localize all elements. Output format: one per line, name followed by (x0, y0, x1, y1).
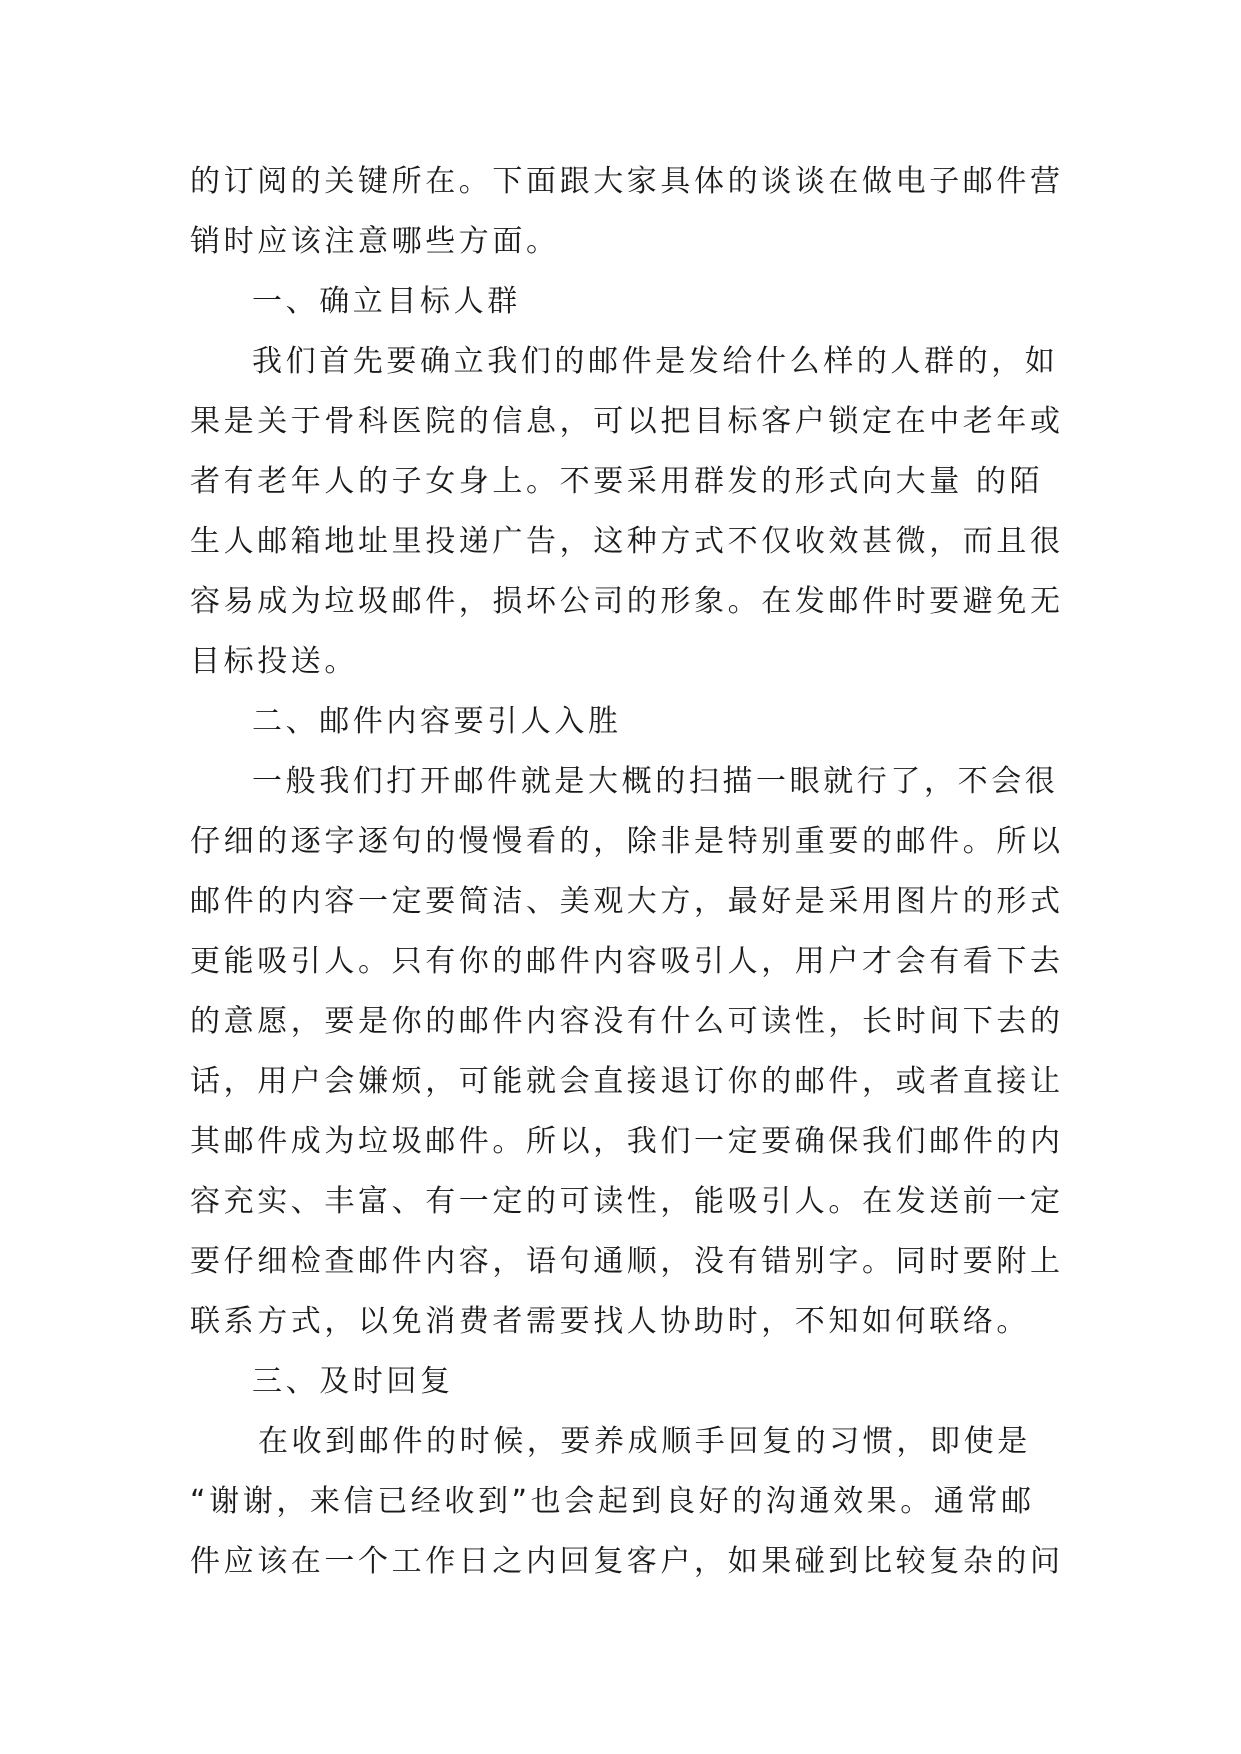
body-line: 更能吸引人。只有你的邮件内容吸引人，用户才会有看下去 (190, 944, 1064, 979)
body-line: 的意愿，要是你的邮件内容没有什么可读性，长时间下去的 (190, 1004, 1064, 1039)
body-line: 仔细的逐字逐句的慢慢看的，除非是特别重要的邮件。所以 (190, 824, 1064, 859)
document-body (190, 152, 1064, 1592)
section-heading-2: 二、邮件内容要引人入胜 (252, 704, 622, 739)
body-line: 件应该在一个工作日之内回复客户，如果碰到比较复杂的问 (190, 1544, 1064, 1579)
body-line: 销时应该注意哪些方面。 (190, 224, 560, 259)
body-line: 果是关于骨科医院的信息，可以把目标客户锁定在中老年或 (190, 404, 1064, 439)
section-heading-1: 一、确立目标人群 (252, 284, 521, 319)
body-line: 要仔细检查邮件内容，语句通顺，没有错别字。同时要附上 (190, 1244, 1064, 1279)
body-line: 联系方式，以免消费者需要找人协助时，不知如何联络。 (190, 1304, 1030, 1339)
paragraph-start: 一般我们打开邮件就是大概的扫描一眼就行了，不会很 (252, 764, 1059, 799)
body-line: 的订阅的关键所在。下面跟大家具体的谈谈在做电子邮件营 (190, 164, 1064, 199)
body-line: 其邮件成为垃圾邮件。所以，我们一定要确保我们邮件的内 (190, 1124, 1064, 1159)
section-heading-3: 三、及时回复 (252, 1364, 454, 1399)
body-line: 邮件的内容一定要简洁、美观大方，最好是采用图片的形式 (190, 884, 1064, 919)
body-line: 话，用户会嫌烦，可能就会直接退订你的邮件，或者直接让 (190, 1064, 1064, 1099)
body-line: 生人邮箱地址里投递广告，这种方式不仅收效甚微，而且很 (190, 524, 1064, 559)
body-line: 容充实、丰富、有一定的可读性，能吸引人。在发送前一定 (190, 1184, 1064, 1219)
body-line: “谢谢，来信已经收到”也会起到良好的沟通效果。通常邮 (190, 1484, 1035, 1519)
body-line: 目标投送。 (190, 644, 358, 679)
paragraph-start: 我们首先要确立我们的邮件是发给什么样的人群的，如 (252, 344, 1059, 379)
paragraph-start: 在收到邮件的时候，要养成顺手回复的习惯，即使是 (258, 1424, 1031, 1459)
body-line: 容易成为垃圾邮件，损坏公司的形象。在发邮件时要避免无 (190, 584, 1064, 619)
body-line: 者有老年人的子女身上。不要采用群发的形式向大量 的陌 (190, 464, 1044, 499)
